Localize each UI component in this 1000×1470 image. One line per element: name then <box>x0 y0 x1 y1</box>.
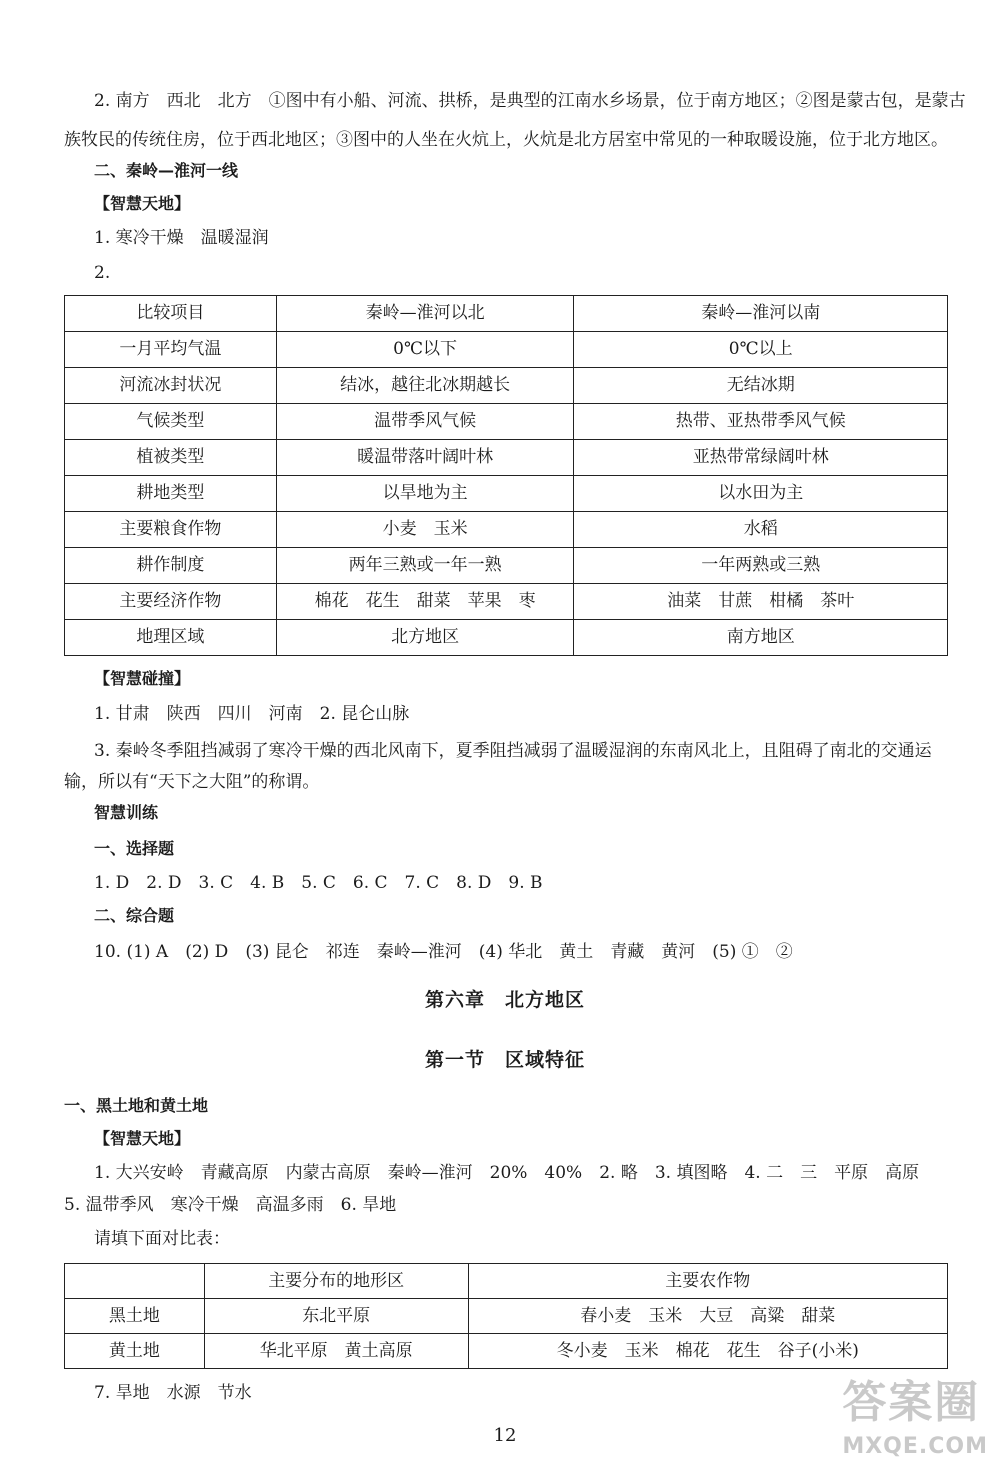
comparison-table-soil <box>64 1263 948 1369</box>
table-cell: 东北平原 <box>204 1299 468 1334</box>
table-header-row <box>65 1264 948 1299</box>
table-cell: 无结冰期 <box>574 368 948 404</box>
section-title-qinling: 二、秦岭—淮河一线 <box>94 161 239 180</box>
table-cell: 春小麦 玉米 大豆 高粱 甜菜 <box>468 1299 947 1334</box>
table-cell: 棉花 花生 甜菜 苹果 枣 <box>276 584 574 620</box>
section-heading: 第一节 区域特征 <box>424 1049 585 1071</box>
table-cell: 耕作制度 <box>65 548 277 584</box>
table-cell: 温带季风气候 <box>276 404 574 440</box>
comparison-table-qinling <box>64 295 948 656</box>
table-cell: 小麦 玉米 <box>276 512 574 548</box>
table-cell: 植被类型 <box>65 440 277 476</box>
table-row <box>65 476 948 512</box>
answer-1: 1. 寒冷干燥 温暖湿润 <box>94 228 269 248</box>
answer-2-label: 2. <box>94 263 111 283</box>
table-cell: 主要经济作物 <box>65 584 277 620</box>
table-cell: 热带、亚热带季风气候 <box>574 404 948 440</box>
table-cell: 油菜 甘蔗 柑橘 茶叶 <box>574 584 948 620</box>
table-header-cell: 秦岭—淮河以北 <box>276 296 574 332</box>
table-cell: 0℃以上 <box>574 332 948 368</box>
section3-answer-line1: 1. 大兴安岭 青藏高原 内蒙古高原 秦岭—淮河 20% 40% 2. 略 3. 填图略 4. 二 三 平原 高原 <box>94 1163 920 1183</box>
table-row <box>65 620 948 656</box>
chapter-title: 第六章 北方地区 <box>424 989 585 1011</box>
table-cell: 水稻 <box>574 512 948 548</box>
comprehensive-answer-10: 10. (1) A (2) D (3) 昆仑 祁连 秦岭—淮河 (4) 华北 黄土 青藏 黄河 (5) ① ② <box>94 942 793 962</box>
q2-answer-line1: 2. 南方 西北 北方 ①图中有小船、河流、拱桥，是典型的江南水乡场景，位于南方地区；②图是蒙古包，是蒙古 <box>94 91 966 111</box>
choice-section-title: 一、选择题 <box>94 839 175 858</box>
zhihui-tiandi-label-2: 【智慧天地】 <box>94 1129 191 1148</box>
table-cell: 南方地区 <box>574 620 948 656</box>
table-cell: 冬小麦 玉米 棉花 花生 谷子(小米) <box>468 1334 947 1369</box>
zhihui-tiandi-label: 【智慧天地】 <box>94 194 191 213</box>
table-cell: 以旱地为主 <box>276 476 574 512</box>
table-header-row <box>65 296 948 332</box>
q2-answer-line2: 族牧民的传统住房，位于西北地区；③图中的人坐在火炕上，火炕是北方居室中常见的一种取暖设施，位于北方地区。 <box>64 130 948 150</box>
pengzhuang-answer-3-line1: 3. 秦岭冬季阻挡减弱了寒冷干燥的西北风南下，夏季阻挡减弱了温暖湿润的东南风北上，且阻碍了南北的交通运 <box>94 741 932 761</box>
table-cell: 主要粮食作物 <box>65 512 277 548</box>
table-cell: 0℃以下 <box>276 332 574 368</box>
watermark-logo <box>842 1373 988 1462</box>
choice-answers: 1. D 2. D 3. C 4. B 5. C 6. C 7. C 8. D 9. B <box>94 873 543 893</box>
table-row <box>65 584 948 620</box>
pengzhuang-answer-3-line2: 输，所以有“天下之大阻”的称谓。 <box>64 772 320 792</box>
table-cell: 结冰，越往北冰期越长 <box>276 368 574 404</box>
table-row <box>65 548 948 584</box>
table-row <box>65 404 948 440</box>
answer-7: 7. 旱地 水源 节水 <box>94 1383 252 1403</box>
table-cell: 北方地区 <box>276 620 574 656</box>
table-row <box>65 512 948 548</box>
table-row <box>65 440 948 476</box>
table-cell: 两年三熟或一年一熟 <box>276 548 574 584</box>
table-cell: 以水田为主 <box>574 476 948 512</box>
table-header-cell: 主要分布的地形区 <box>204 1264 468 1299</box>
section3-answer-line2: 5. 温带季风 寒冷干燥 高温多雨 6. 旱地 <box>64 1195 397 1215</box>
training-title: 智慧训练 <box>94 803 159 822</box>
section-title-heituidi: 一、黑土地和黄土地 <box>64 1096 209 1115</box>
table-cell: 耕地类型 <box>65 476 277 512</box>
table-row <box>65 1334 948 1369</box>
table-cell: 黄土地 <box>65 1334 205 1369</box>
fill-table-prompt: 请填下面对比表： <box>94 1229 230 1249</box>
table-cell: 气候类型 <box>65 404 277 440</box>
table-cell: 暖温带落叶阔叶林 <box>276 440 574 476</box>
table-cell: 河流冰封状况 <box>65 368 277 404</box>
comprehensive-section-title: 二、综合题 <box>94 906 175 925</box>
zhihui-pengzhuang-label: 【智慧碰撞】 <box>94 669 191 688</box>
table-header-cell: 比较项目 <box>65 296 277 332</box>
table-row <box>65 368 948 404</box>
page-number: 12 <box>493 1425 517 1446</box>
table-header-cell: 秦岭—淮河以南 <box>574 296 948 332</box>
table-header-cell <box>65 1264 205 1299</box>
table-row <box>65 332 948 368</box>
table-cell: 一月平均气温 <box>65 332 277 368</box>
table-cell: 黑土地 <box>65 1299 205 1334</box>
table-cell: 华北平原 黄土高原 <box>204 1334 468 1369</box>
table-row <box>65 1299 948 1334</box>
pengzhuang-answer-1: 1. 甘肃 陕西 四川 河南 2. 昆仑山脉 <box>94 704 410 724</box>
table-cell: 一年两熟或三熟 <box>574 548 948 584</box>
table-header-cell: 主要农作物 <box>468 1264 947 1299</box>
watermark-url: MXQE.COM <box>842 1434 988 1460</box>
table-cell: 亚热带常绿阔叶林 <box>574 440 948 476</box>
table-cell: 地理区域 <box>65 620 277 656</box>
watermark-brand: 答案圈 <box>842 1376 981 1428</box>
